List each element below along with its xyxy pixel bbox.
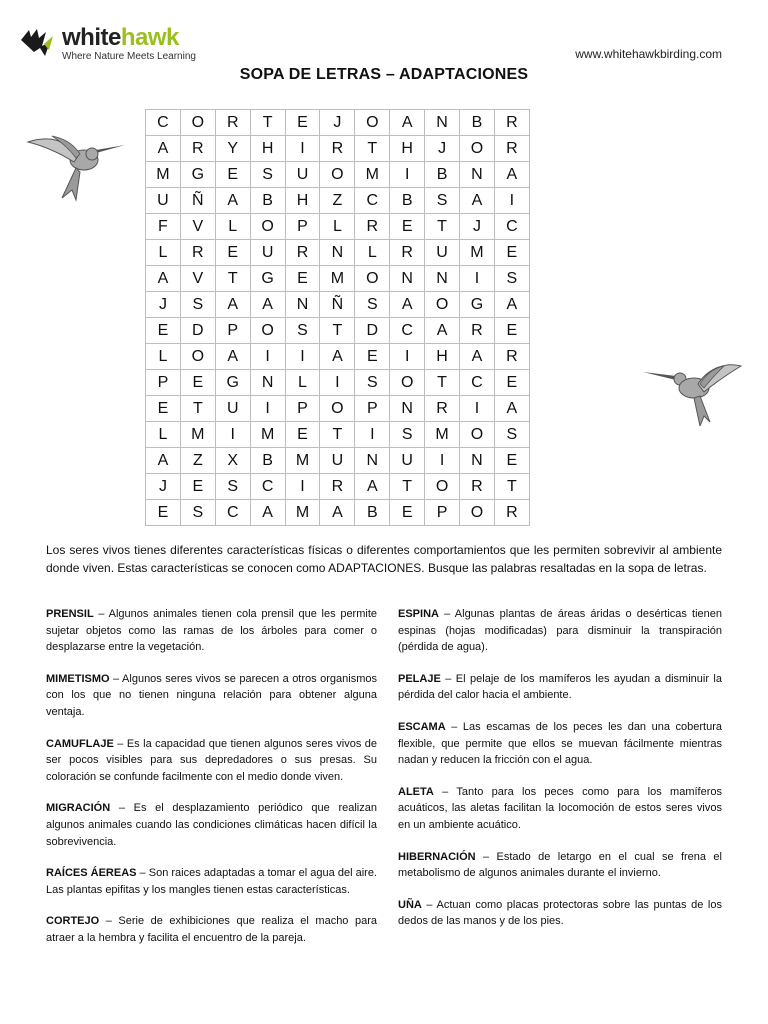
grid-cell[interactable]: A [215,188,250,214]
definition-term: CORTEJO [46,915,100,928]
grid-cell[interactable]: R [494,136,529,162]
definition-text: – Actuan como placas protectoras sobre las puntas de los dedos de las manos y de los pies. [398,898,722,928]
grid-cell[interactable]: S [285,318,320,344]
grid-cell[interactable]: A [460,188,495,214]
grid-cell[interactable]: R [180,136,215,162]
grid-cell[interactable]: R [460,474,495,500]
grid-cell[interactable]: N [250,370,285,396]
grid-cell[interactable]: A [146,266,181,292]
grid-cell[interactable]: U [425,240,460,266]
grid-cell[interactable]: I [390,344,425,370]
grid-cell[interactable]: S [180,500,215,526]
definition-term: MIMETISMO [46,672,110,685]
grid-cell[interactable]: R [320,136,355,162]
grid-cell[interactable]: H [285,188,320,214]
grid-cell[interactable]: E [494,370,529,396]
grid-cell[interactable]: P [215,318,250,344]
grid-cell[interactable]: E [146,318,181,344]
grid-cell[interactable]: I [355,422,390,448]
grid-cell[interactable]: O [355,110,390,136]
grid-row [146,500,530,526]
grid-cell[interactable]: F [146,214,181,240]
grid-cell[interactable]: P [146,370,181,396]
definition-item [46,865,377,898]
grid-cell[interactable]: A [146,136,181,162]
grid-cell[interactable]: B [425,162,460,188]
grid-cell[interactable]: T [494,474,529,500]
grid-cell[interactable]: O [355,266,390,292]
grid-cell[interactable]: J [320,110,355,136]
grid-cell[interactable]: C [494,214,529,240]
grid-cell[interactable]: T [425,214,460,240]
grid-row [146,162,530,188]
grid-cell[interactable]: S [355,292,390,318]
grid-cell[interactable]: Ñ [180,188,215,214]
grid-cell[interactable]: E [215,162,250,188]
definition-text: – El pelaje de los mamíferos les ayudan a disminuir la pérdida del calor hacia el ambiente. [398,672,722,702]
grid-cell[interactable]: L [355,240,390,266]
grid-cell[interactable]: O [460,422,495,448]
definition-text: – Algunos seres vivos se parecen a otros organismos con los que no tienen ninguna relación para obtener alguna ventaja. [46,672,377,718]
grid-cell[interactable]: I [494,188,529,214]
grid-cell[interactable]: N [425,110,460,136]
grid-cell[interactable]: Z [180,448,215,474]
grid-cell[interactable]: G [250,266,285,292]
grid-cell[interactable]: G [215,370,250,396]
definition-term: UÑA [398,898,422,911]
grid-cell[interactable]: R [355,214,390,240]
grid-cell[interactable]: P [425,500,460,526]
grid-cell[interactable]: T [425,370,460,396]
grid-cell[interactable]: E [285,266,320,292]
grid-cell[interactable]: I [285,136,320,162]
grid-cell[interactable]: E [494,240,529,266]
grid-cell[interactable]: R [494,110,529,136]
grid-cell[interactable]: T [180,396,215,422]
grid-row [146,422,530,448]
page-title: SOPA DE LETRAS – ADAPTACIONES [239,66,529,83]
grid-cell[interactable]: L [215,214,250,240]
grid-cell[interactable]: U [250,240,285,266]
grid-cell[interactable]: O [425,292,460,318]
grid-cell[interactable]: A [215,344,250,370]
grid-cell[interactable]: A [425,318,460,344]
grid-cell[interactable]: Y [215,136,250,162]
grid-cell[interactable]: I [285,344,320,370]
definition-item [46,913,377,946]
grid-cell[interactable]: R [285,240,320,266]
definition-term: MIGRACIÓN [46,802,111,815]
grid-cell[interactable]: O [425,474,460,500]
grid-cell[interactable]: C [390,318,425,344]
definition-text: – Estado de letargo en el cual se frena el metabolismo de algunos animales durante el invierno. [398,850,722,880]
hummingbird-right-icon [642,360,742,426]
definition-item [398,606,722,656]
grid-row [146,110,530,136]
grid-cell[interactable]: P [285,396,320,422]
grid-cell[interactable]: B [355,500,390,526]
grid-row [146,266,530,292]
grid-row [146,396,530,422]
definition-item [46,736,377,786]
grid-cell[interactable]: E [215,240,250,266]
grid-cell[interactable]: O [180,110,215,136]
grid-cell[interactable]: M [460,240,495,266]
grid-cell[interactable]: R [494,344,529,370]
definition-item [46,800,377,850]
grid-row [146,370,530,396]
grid-cell[interactable]: D [355,318,390,344]
grid-cell[interactable]: M [250,422,285,448]
grid-cell[interactable]: C [250,474,285,500]
grid-cell[interactable]: S [355,370,390,396]
grid-cell[interactable]: G [460,292,495,318]
grid-cell[interactable]: A [460,344,495,370]
grid-cell[interactable]: B [250,188,285,214]
grid-cell[interactable]: N [285,292,320,318]
grid-cell[interactable]: S [390,422,425,448]
grid-cell[interactable]: U [390,448,425,474]
grid-cell[interactable]: U [320,448,355,474]
grid-cell[interactable]: I [460,396,495,422]
grid-cell[interactable]: R [215,110,250,136]
bird-logo-icon [20,26,60,60]
grid-cell[interactable]: C [460,370,495,396]
grid-cell[interactable]: M [425,422,460,448]
grid-cell[interactable]: A [494,292,529,318]
grid-row [146,214,530,240]
grid-cell[interactable]: B [250,448,285,474]
grid-cell[interactable]: O [250,214,285,240]
grid-cell[interactable]: P [285,214,320,240]
grid-cell[interactable]: C [355,188,390,214]
grid-cell[interactable]: H [250,136,285,162]
logo-wordmark: whitehawk [62,24,179,51]
grid-row [146,136,530,162]
grid-cell[interactable]: P [355,396,390,422]
definition-term: HIBERNACIÓN [398,850,476,863]
grid-cell[interactable]: A [494,162,529,188]
grid-cell[interactable]: M [285,500,320,526]
grid-cell[interactable]: R [180,240,215,266]
grid-cell[interactable]: U [215,396,250,422]
grid-cell[interactable]: S [494,422,529,448]
grid-cell[interactable]: B [460,110,495,136]
grid-cell[interactable]: L [320,214,355,240]
grid-cell[interactable]: M [146,162,181,188]
grid-cell[interactable]: L [146,240,181,266]
grid-cell[interactable]: I [250,396,285,422]
definition-term: RAÍCES ÁEREAS [46,867,137,880]
grid-cell[interactable]: A [390,110,425,136]
grid-cell[interactable]: N [320,240,355,266]
definition-text: – Serie de exhibiciones que realiza el macho para atraer a la hembra y facilita el encuentro de la pareja. [46,915,377,944]
grid-cell[interactable]: O [320,396,355,422]
grid-cell[interactable]: A [250,292,285,318]
grid-cell[interactable]: V [180,266,215,292]
grid-cell[interactable]: T [355,136,390,162]
grid-cell[interactable]: S [425,188,460,214]
grid-cell[interactable]: N [355,448,390,474]
grid-cell[interactable]: N [390,266,425,292]
grid-cell[interactable]: D [180,318,215,344]
grid-cell[interactable]: T [215,266,250,292]
grid-cell[interactable]: A [355,474,390,500]
definition-term: ALETA [398,785,434,798]
grid-cell[interactable]: H [425,344,460,370]
grid-cell[interactable]: J [425,136,460,162]
grid-cell[interactable]: I [320,370,355,396]
whitehawk-logo[interactable] [20,24,220,66]
grid-cell[interactable]: A [215,292,250,318]
grid-cell[interactable]: I [460,266,495,292]
grid-cell[interactable]: O [460,136,495,162]
definitions-right-column [398,606,722,945]
grid-cell[interactable]: J [146,292,181,318]
grid-cell[interactable]: E [146,500,181,526]
definition-term: PELAJE [398,672,441,685]
grid-cell[interactable]: N [460,448,495,474]
grid-row [146,240,530,266]
grid-cell[interactable]: S [250,162,285,188]
grid-cell[interactable]: E [494,448,529,474]
grid-cell[interactable]: N [425,266,460,292]
grid-cell[interactable]: A [250,500,285,526]
definition-text: – Algunas plantas de áreas áridas o desérticas tienen espinas (hojas modificadas) para disminuir la transpiración (pérdida de agua). [398,608,722,654]
grid-cell[interactable]: T [320,422,355,448]
definition-text: – Es el desplazamiento periódico que realizan algunos animales cuando las condiciones climáticas hacen difícil la sobrevivencia. [46,802,377,848]
grid-cell[interactable]: J [460,214,495,240]
grid-cell[interactable]: C [215,500,250,526]
definition-item [398,849,722,882]
grid-cell[interactable]: M [320,266,355,292]
grid-cell[interactable]: M [180,422,215,448]
grid-cell[interactable]: M [355,162,390,188]
grid-row [146,474,530,500]
definition-term: CAMUFLAJE [46,737,114,750]
grid-cell[interactable]: Z [320,188,355,214]
grid-cell[interactable]: E [285,422,320,448]
grid-cell[interactable]: I [285,474,320,500]
grid-cell[interactable]: T [320,318,355,344]
definition-term: ESCAMA [398,720,446,733]
grid-cell[interactable]: S [180,292,215,318]
website-link[interactable]: www.whitehawkbirding.com [575,47,722,61]
grid-cell[interactable]: I [215,422,250,448]
grid-cell[interactable]: O [180,344,215,370]
grid-cell[interactable]: E [180,370,215,396]
grid-cell[interactable]: S [494,266,529,292]
grid-cell[interactable]: C [146,110,181,136]
grid-cell[interactable]: T [390,474,425,500]
grid-cell[interactable]: E [180,474,215,500]
grid-cell[interactable]: N [390,396,425,422]
word-search-grid [145,109,530,526]
grid-cell[interactable]: T [250,110,285,136]
grid-cell[interactable]: R [390,240,425,266]
grid-row [146,448,530,474]
grid-cell[interactable]: U [146,188,181,214]
grid-cell[interactable]: E [494,318,529,344]
definition-item [398,784,722,834]
grid-cell[interactable]: O [250,318,285,344]
definition-item [398,671,722,704]
grid-cell[interactable]: L [146,344,181,370]
definition-text: – Son raices adaptadas a tomar el agua del aire. Las plantas epifitas y los mangles tienen estas características. [46,867,377,896]
grid-cell[interactable]: U [285,162,320,188]
grid-cell[interactable]: R [320,474,355,500]
grid-cell[interactable]: L [146,422,181,448]
grid-cell[interactable]: E [146,396,181,422]
definition-text: – Tanto para los peces como para los mamíferos acuáticos, las aletas facilitan la locomoción de estos seres vivos en un ambiente acuático. [398,785,722,831]
definition-item [398,719,722,769]
grid-cell[interactable]: N [460,162,495,188]
definition-text: – Es la capacidad que tienen algunos seres vivos de ser pocos visibles para sus depredadores o sus presas. Su coloración se confunde facilmente con el medio donde viven. [46,737,377,783]
grid-cell[interactable]: J [146,474,181,500]
grid-cell[interactable]: B [390,188,425,214]
grid-cell[interactable]: I [250,344,285,370]
hummingbird-left-icon [26,128,126,202]
grid-cell[interactable]: L [285,370,320,396]
definition-term: PRENSIL [46,608,94,620]
grid-cell[interactable]: O [460,500,495,526]
logo-tagline: Where Nature Meets Learning [62,51,196,62]
definition-term: ESPINA [398,608,439,620]
grid-cell[interactable]: M [285,448,320,474]
grid-cell[interactable]: V [180,214,215,240]
grid-cell[interactable]: X [215,448,250,474]
grid-cell[interactable]: Ñ [320,292,355,318]
definition-item [46,606,377,656]
grid-cell[interactable]: I [390,162,425,188]
definition-item [398,897,722,930]
grid-cell[interactable]: R [425,396,460,422]
grid-row [146,344,530,370]
grid-cell[interactable]: E [355,344,390,370]
definition-text: – Algunos animales tienen cola prensil que les permite sujetar objetos como las ramas de los árboles para comer o desplazarse entre la vegetación. [46,608,377,654]
definition-text: – Las escamas de los peces les dan una cobertura flexible, que permite que ellos se muevan fácilmente mientras nadan y reducen la fricción con el agua. [398,720,722,767]
grid-cell[interactable]: E [390,500,425,526]
grid-cell[interactable]: A [320,500,355,526]
grid-cell[interactable]: R [460,318,495,344]
grid-row [146,292,530,318]
grid-cell[interactable]: E [285,110,320,136]
grid-cell[interactable]: A [320,344,355,370]
grid-cell[interactable]: A [146,448,181,474]
grid-cell[interactable]: H [390,136,425,162]
definition-item [46,671,377,721]
intro-paragraph: Los seres vivos tienes diferentes características físicas o diferentes comportamientos que les permiten sobrevivir al ambiente donde viven. Estas características se conocen como ADAPTACIONES. Busque las palabras resaltadas en la sopa de letras. [46,543,722,575]
grid-row [146,188,530,214]
grid-cell[interactable]: O [320,162,355,188]
grid-cell[interactable]: A [494,396,529,422]
grid-row [146,318,530,344]
grid-cell[interactable]: R [494,500,529,526]
grid-cell[interactable]: S [215,474,250,500]
grid-cell[interactable]: O [390,370,425,396]
grid-cell[interactable]: I [425,448,460,474]
definitions-left-column [46,606,377,962]
grid-cell[interactable]: G [180,162,215,188]
grid-cell[interactable]: A [390,292,425,318]
grid-cell[interactable]: E [390,214,425,240]
